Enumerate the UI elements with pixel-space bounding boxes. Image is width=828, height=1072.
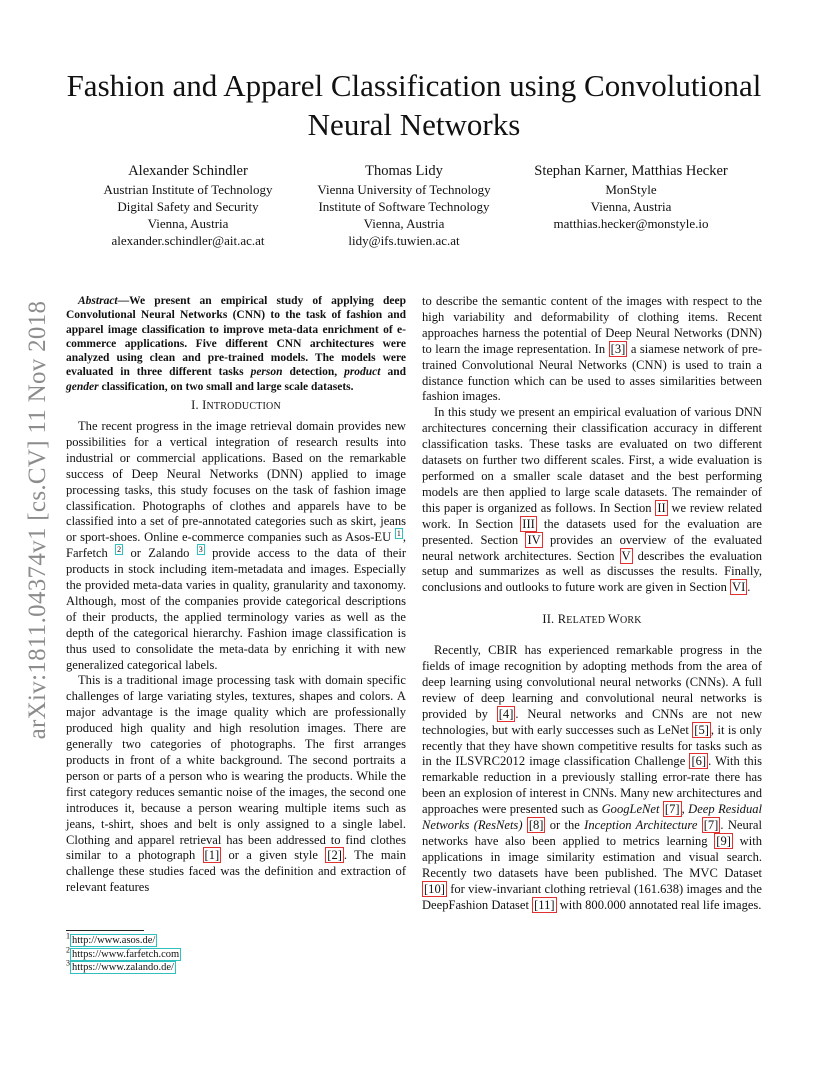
- intro-paragraph-1: The recent progress in the image retrieval domain provides new possibilities for a vertical integration of research results into industrial or commercial applications. Based on the remarkable success of Deep Neural Networks (DNN) applied to image processing tasks, this study focuses on the task of fashion image classification. Photographs of clothes and apparels have to be classified into a set of pre-annotated categories such as skirt, jeans or sport-shoes. Online e-commerce companies such as Asos-EU $^1$ , Farfetch $^2$ or Zalando $^3$ provide access to the data of their products in stock including item-metadata and images. Especially the provided meta-data varies in quality, granularity and taxonomy. Although, most of the companies provide categorical descriptions of their products, the applied terminology varies as well as the depth of the categorical hierarchy. Fashion image classification is thus used to consolidate the meta-data by enriching it with new generalized categorical labels.: [66, 418, 406, 672]
- citation-link[interactable]: [7]: [703, 818, 719, 833]
- section-link[interactable]: VI: [732, 580, 746, 595]
- citation-link[interactable]: [3]: [610, 341, 626, 356]
- citation-link[interactable]: [9]: [716, 834, 731, 848]
- paper-title: Fashion and Apparel Classification using Convolutional Neural Networks: [66, 68, 762, 142]
- footnote-item: $^1$ http://www.asos.de/: [66, 931, 156, 946]
- citation-link[interactable]: [4]: [498, 706, 514, 721]
- author-department: Digital Safety and Security: [117, 199, 259, 214]
- author-name: Stephan Karner, Matthias Hecker: [534, 163, 728, 179]
- author-email[interactable]: alexander.schindler@ait.ac.at: [111, 233, 265, 248]
- body-paragraph: to describe the semantic content of the images with respect to the high variability and deformability of clothing items. Recent approaches harness the potential of Deep Neural Networks (DNN) to learn the image representation. In [3] a siamese network of pre-trained Convolutional Neural Networks (CNN) is used to train a distance function which can be used to asses similarities between fashion images.: [422, 294, 762, 404]
- footnote-link[interactable]: 2: [117, 545, 122, 555]
- author-affiliation: Austrian Institute of Technology: [103, 182, 273, 197]
- author-email[interactable]: matthias.hecker@monstyle.io: [553, 216, 709, 231]
- citation-link[interactable]: [6]: [691, 754, 707, 769]
- related-paragraph-1: Recently, CBIR has experienced remarkable progress in the fields of image recognition by adopting methods from the area of deep learning using convolutional neural networks (CNNs). A full review of deep learning and convolutional neural networks is provided by [4] . Neural networks and CNNs are not new technologies, but with early successes such as LeNet [5] , it is only recently that they have shown competitive results for tasks such as in the ILSVRC2012 image classification Challenge [6] . With this remarkable reduction in a previously stalling error-rate there has been an explosion of interest in CNNs. Many new architectures and approaches were presented such as GoogLeNet [7] , Deep Residual Networks (ResNets) [8] or the Inception Architecture [7] . Neural networks have also been applied to metrics learning [9] with applications in image similarity estimation and visual search. Recently two datasets have been published. The MVC Dataset [10] for view-invariant clothing retrieval (161.638) images and the DeepFashion Dataset [11] with 800.000 annotated real life images.: [422, 643, 763, 912]
- author-block: [296, 162, 512, 249]
- citation-link[interactable]: [11]: [534, 897, 555, 912]
- author-name: Thomas Lidy: [365, 163, 443, 179]
- footnote-item: $^2$ https://www.farfetch.com: [66, 945, 180, 960]
- section-link[interactable]: III: [522, 516, 535, 531]
- author-department: Institute of Software Technology: [318, 199, 490, 214]
- arxiv-stamp: arXiv:1811.04374v1 [cs.CV] 11 Nov 2018: [24, 300, 51, 740]
- author-location: Vienna, Austria: [363, 216, 445, 231]
- author-block: [80, 162, 296, 249]
- section-link[interactable]: II: [657, 500, 666, 515]
- footnote-divider: [66, 930, 144, 931]
- footnotes: [66, 931, 181, 975]
- citation-link[interactable]: [1]: [204, 848, 220, 863]
- citation-link[interactable]: [8]: [528, 818, 544, 833]
- author-location: Vienna, Austria: [590, 199, 672, 214]
- author-block: [518, 162, 744, 232]
- footnote-link[interactable]: 1: [396, 529, 401, 539]
- section-heading-introduction: I. INTRODUCTION: [191, 398, 281, 413]
- footnote-item: $^3$ https://www.zalando.de/: [66, 958, 174, 973]
- citation-link[interactable]: [5]: [694, 722, 709, 737]
- author-email[interactable]: lidy@ifs.tuwien.ac.at: [348, 233, 460, 248]
- section-heading-related-work: II. RELATED WORK: [542, 612, 642, 627]
- right-column: [422, 294, 762, 914]
- author-name: Alexander Schindler: [128, 163, 248, 179]
- footnote-url[interactable]: https://www.farfetch.com: [72, 948, 180, 960]
- section-link[interactable]: IV: [527, 532, 541, 547]
- citation-link[interactable]: [10]: [424, 881, 445, 896]
- author-affiliation: MonStyle: [605, 182, 657, 197]
- section-link[interactable]: V: [621, 548, 631, 563]
- citation-link[interactable]: [7]: [664, 802, 680, 817]
- footnote-url[interactable]: https://www.zalando.de/: [72, 962, 174, 973]
- left-column: [66, 294, 406, 896]
- citation-link[interactable]: [2]: [327, 848, 342, 863]
- author-location: Vienna, Austria: [147, 216, 229, 231]
- intro-paragraph-2: This is a traditional image processing task with domain specific challenges of large variating styles, textures, shapes and colors. A major advantage is the image quality which are professionally produced high quality and high resolution images. There are generally two categories of photographs. The first arranges products in front of a white background. The second portraits a person or parts of a person who is wearing the products. While the first category reduces semantic noise of the images, the second one introduces it, because a person wearing multiple items such as jeans, t-shirt, shoes and belt is only assigned to a single label. Clothing and apparel retrieval has been addressed to find clothes similar to a photograph [1] or a given style [2] . The main challenge these studies faced was the definition and extraction of relevant features: [66, 673, 407, 895]
- footnote-link[interactable]: 3: [198, 545, 203, 555]
- footnote-url[interactable]: http://www.asos.de/: [72, 935, 156, 946]
- body-paragraph: In this study we present an empirical evaluation of various DNN architectures concerning their classification accuracy in different classification tasks. These tasks are evaluated on two different datasets on further two different scales. First, a wide evaluation is performed on a smaller scale dataset and the best performing models are then applied to large scale datasets. The remainder of this paper is organized as follows. In Section II we review related work. In Section III the datasets used for the evaluation are presented. Section IV provides an overview of the evaluated neural network architectures. Section V describes the evaluation setup and summarizes as well as discusses the results. Finally, conclusions and outlooks to future work are given in Section VI .: [422, 405, 763, 595]
- author-affiliation: Vienna University of Technology: [317, 182, 491, 197]
- abstract: Abstract—We present an empirical study of applying deep Convolutional Neural Networks (CNN) to the task of fashion and apparel image classification to improve meta-data enrichment of e-commerce applications. Five different CNN architectures were analyzed using clean and pre-trained models. The models were evaluated in three different tasks person detection, product and gender classification, on two small and large scale datasets.: [66, 295, 406, 393]
